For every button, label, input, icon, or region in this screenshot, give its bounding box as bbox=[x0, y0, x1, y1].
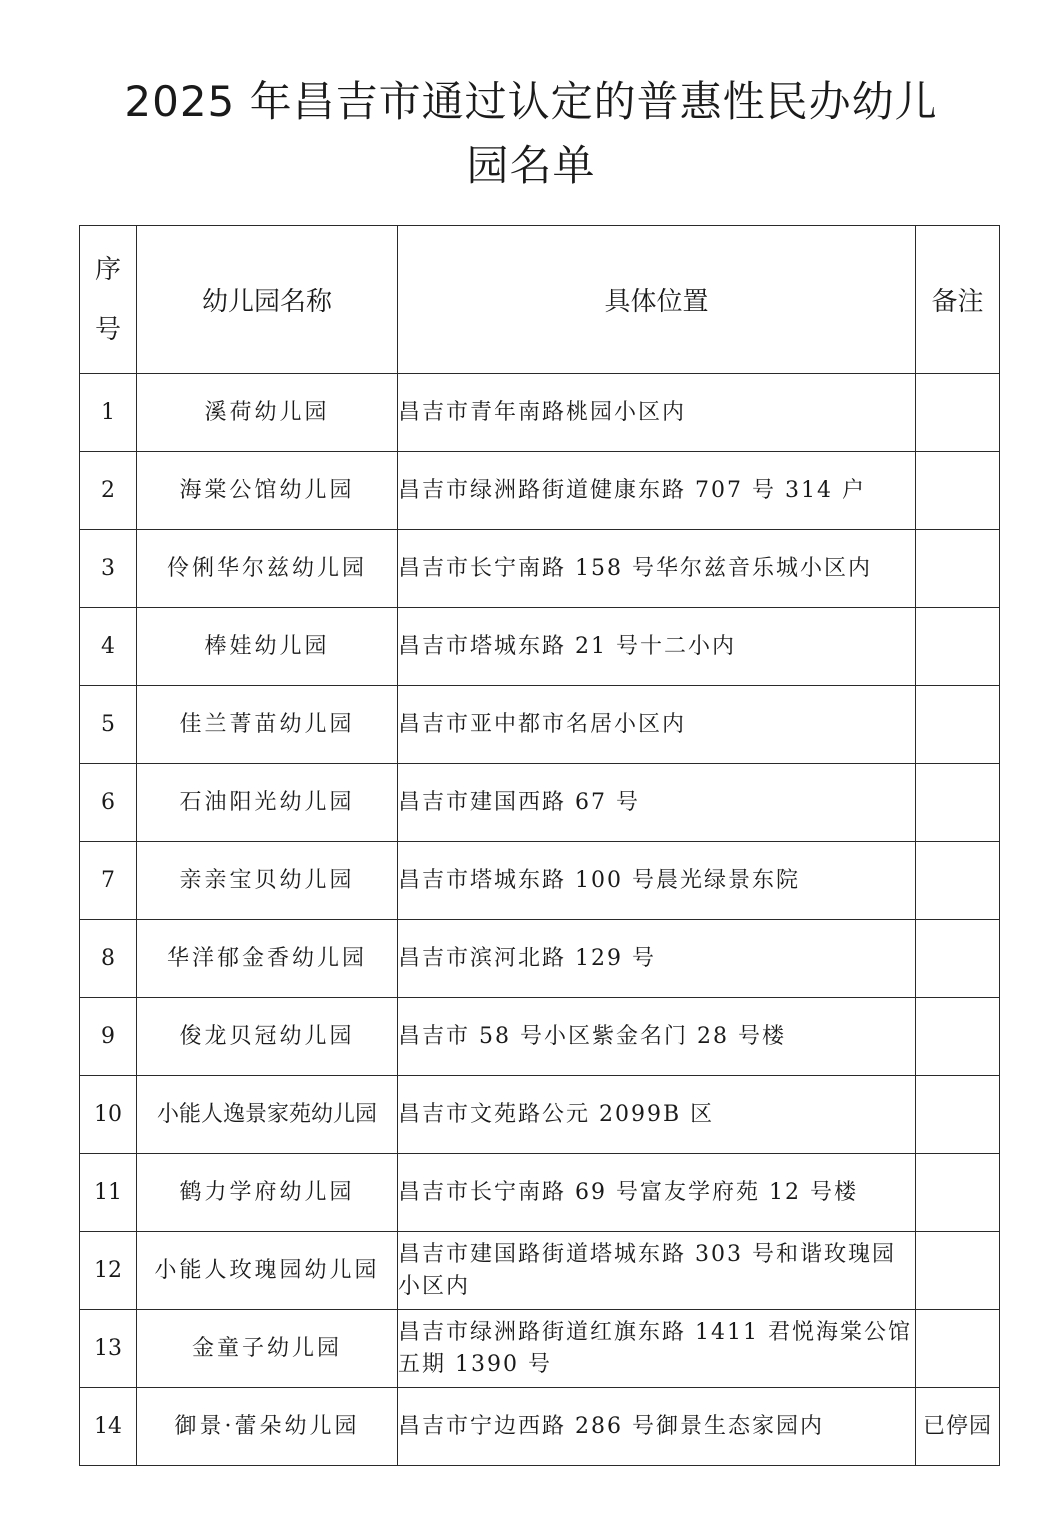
row-name: 金童子幼儿园 bbox=[137, 1310, 398, 1388]
table-row bbox=[80, 1388, 1000, 1466]
row-note bbox=[916, 686, 1000, 764]
row-index: 7 bbox=[80, 842, 137, 920]
row-index: 8 bbox=[80, 920, 137, 998]
row-name: 亲亲宝贝幼儿园 bbox=[137, 842, 398, 920]
row-location: 昌吉市长宁南路 69 号富友学府苑 12 号楼 bbox=[398, 1154, 916, 1232]
row-location: 昌吉市亚中都市名居小区内 bbox=[398, 686, 916, 764]
row-note bbox=[916, 1076, 1000, 1154]
row-note bbox=[916, 920, 1000, 998]
row-location: 昌吉市建国西路 67 号 bbox=[398, 764, 916, 842]
row-note bbox=[916, 530, 1000, 608]
row-index: 3 bbox=[80, 530, 137, 608]
table-row bbox=[80, 998, 1000, 1076]
row-location: 昌吉市滨河北路 129 号 bbox=[398, 920, 916, 998]
table-row bbox=[80, 764, 1000, 842]
row-index: 13 bbox=[80, 1310, 137, 1388]
table-row bbox=[80, 920, 1000, 998]
document-title bbox=[60, 70, 1002, 198]
row-location: 昌吉市绿洲路街道健康东路 707 号 314 户 bbox=[398, 452, 916, 530]
row-name: 石油阳光幼儿园 bbox=[137, 764, 398, 842]
row-index: 1 bbox=[80, 374, 137, 452]
row-index: 2 bbox=[80, 452, 137, 530]
row-name: 华洋郁金香幼儿园 bbox=[137, 920, 398, 998]
row-location: 昌吉市青年南路桃园小区内 bbox=[398, 374, 916, 452]
header-index: 序号 bbox=[80, 226, 137, 374]
header-note: 备注 bbox=[916, 226, 1000, 374]
row-index: 6 bbox=[80, 764, 137, 842]
row-note bbox=[916, 452, 1000, 530]
table-row bbox=[80, 1310, 1000, 1388]
row-note bbox=[916, 608, 1000, 686]
table-row bbox=[80, 608, 1000, 686]
table-row bbox=[80, 530, 1000, 608]
row-location: 昌吉市绿洲路街道红旗东路 1411 君悦海棠公馆五期 1390 号 bbox=[398, 1310, 916, 1388]
row-name: 俊龙贝冠幼儿园 bbox=[137, 998, 398, 1076]
header-name: 幼儿园名称 bbox=[137, 226, 398, 374]
row-location: 昌吉市建国路街道塔城东路 303 号和谐玫瑰园小区内 bbox=[398, 1232, 916, 1310]
row-location: 昌吉市塔城东路 21 号十二小内 bbox=[398, 608, 916, 686]
row-location: 昌吉市宁边西路 286 号御景生态家园内 bbox=[398, 1388, 916, 1466]
row-note bbox=[916, 374, 1000, 452]
row-name: 伶俐华尔兹幼儿园 bbox=[137, 530, 398, 608]
table-row bbox=[80, 1076, 1000, 1154]
table-row bbox=[80, 1232, 1000, 1310]
table-row bbox=[80, 686, 1000, 764]
row-index: 11 bbox=[80, 1154, 137, 1232]
row-note bbox=[916, 764, 1000, 842]
row-note bbox=[916, 998, 1000, 1076]
row-index: 14 bbox=[80, 1388, 137, 1466]
row-name: 御景·蕾朵幼儿园 bbox=[137, 1388, 398, 1466]
row-note bbox=[916, 842, 1000, 920]
row-note bbox=[916, 1310, 1000, 1388]
row-note bbox=[916, 1154, 1000, 1232]
row-name: 溪荷幼儿园 bbox=[137, 374, 398, 452]
row-index: 9 bbox=[80, 998, 137, 1076]
document-title-line-1: 2025 年昌吉市通过认定的普惠性民办幼儿 bbox=[124, 77, 938, 126]
table-row bbox=[80, 842, 1000, 920]
row-note bbox=[916, 1232, 1000, 1310]
row-location: 昌吉市文苑路公元 2099B 区 bbox=[398, 1076, 916, 1154]
row-index: 5 bbox=[80, 686, 137, 764]
row-name: 海棠公馆幼儿园 bbox=[137, 452, 398, 530]
table-row bbox=[80, 1154, 1000, 1232]
row-location: 昌吉市长宁南路 158 号华尔兹音乐城小区内 bbox=[398, 530, 916, 608]
row-note: 已停园 bbox=[916, 1388, 1000, 1466]
row-name: 鹤力学府幼儿园 bbox=[137, 1154, 398, 1232]
kindergarten-table bbox=[79, 225, 1000, 1466]
row-location: 昌吉市塔城东路 100 号晨光绿景东院 bbox=[398, 842, 916, 920]
table-row bbox=[80, 452, 1000, 530]
table-row bbox=[80, 374, 1000, 452]
row-name: 小能人玫瑰园幼儿园 bbox=[137, 1232, 398, 1310]
row-name: 小能人逸景家苑幼儿园 bbox=[137, 1076, 398, 1154]
document-title-line-2: 园名单 bbox=[466, 141, 596, 190]
row-location: 昌吉市 58 号小区紫金名门 28 号楼 bbox=[398, 998, 916, 1076]
header-location: 具体位置 bbox=[398, 226, 916, 374]
row-index: 4 bbox=[80, 608, 137, 686]
row-name: 佳兰菁苗幼儿园 bbox=[137, 686, 398, 764]
row-name: 棒娃幼儿园 bbox=[137, 608, 398, 686]
table-header-row bbox=[80, 226, 1000, 374]
row-index: 10 bbox=[80, 1076, 137, 1154]
row-index: 12 bbox=[80, 1232, 137, 1310]
